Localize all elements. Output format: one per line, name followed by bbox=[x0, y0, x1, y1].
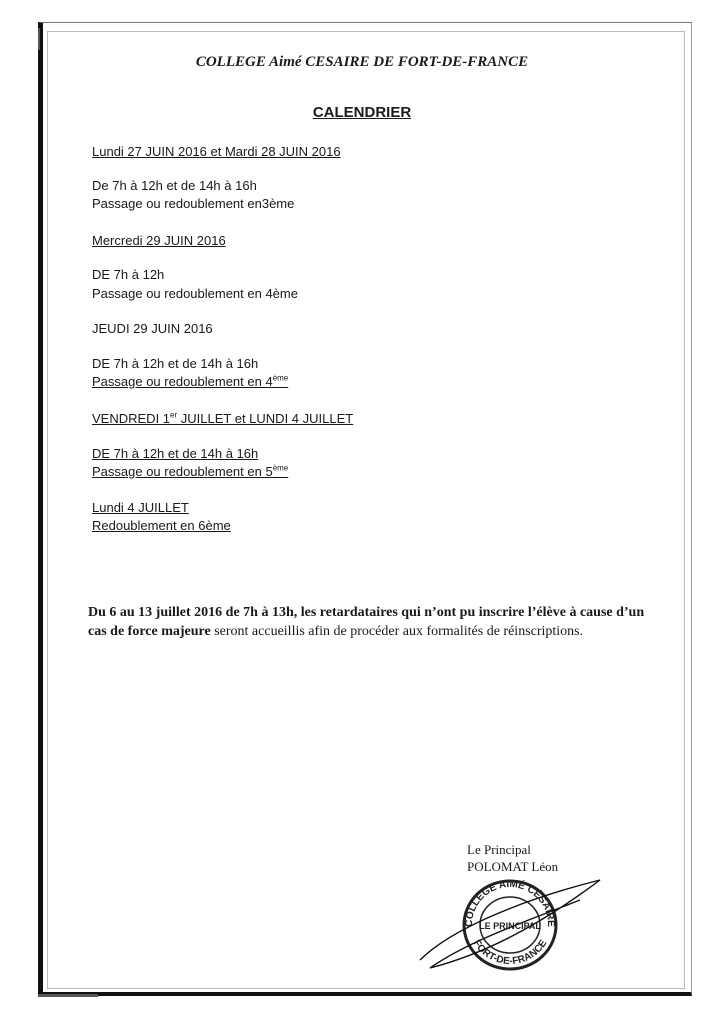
schedule-date-4-sup: er bbox=[170, 410, 178, 420]
scan-mark bbox=[38, 28, 40, 50]
scan-mark bbox=[38, 994, 98, 997]
svg-text:COLLEGE AIMÉ CÉSAIRE bbox=[464, 878, 556, 927]
schedule-date-3: JEUDI 29 JUIN 2016 bbox=[92, 321, 213, 336]
schedule-detail-3-sup: ème bbox=[272, 373, 289, 383]
schedule-detail-2: Passage ou redoublement en 4ème bbox=[92, 286, 298, 301]
schedule-detail-3-text: Passage ou redoublement en 4 bbox=[92, 374, 273, 389]
stamp-top-text: COLLEGE AIMÉ CÉSAIRE bbox=[463, 878, 557, 928]
stamp-bottom-text: FORT-DE-FRANCE bbox=[470, 938, 550, 968]
schedule-detail-4-sup: ème bbox=[272, 463, 289, 473]
notice-bold-text: Du 6 au 13 juillet 2016 de 7h à 13h, les retardataires qui n’ont pu inscrire l’élève à cause d’un cas de force majeure bbox=[88, 605, 645, 639]
schedule-hours-4: DE 7h à 12h et de 14h à 16h bbox=[92, 446, 259, 461]
schedule-detail-3 bbox=[92, 373, 288, 391]
schedule-date-4 bbox=[92, 410, 353, 428]
schedule-date-5: Lundi 4 JUILLET bbox=[92, 500, 189, 515]
schedule-hours-2: DE 7h à 12h bbox=[92, 267, 165, 282]
signature-role: Le Principal bbox=[467, 842, 531, 857]
schedule-date-4-pre: VENDREDI 1 bbox=[92, 411, 171, 426]
schedule-detail-4 bbox=[92, 463, 288, 481]
schedule-hours-1: De 7h à 12h et de 14h à 16h bbox=[92, 178, 257, 193]
stamp-center-text: LE PRINCIPAL bbox=[479, 921, 541, 931]
schedule-detail-1: Passage ou redoublement en3ème bbox=[92, 196, 295, 211]
official-stamp bbox=[410, 860, 610, 980]
late-registration-notice bbox=[88, 603, 658, 641]
signature-name: POLOMAT Léon bbox=[467, 859, 559, 874]
school-header: COLLEGE Aimé CESAIRE DE FORT-DE-FRANCE bbox=[195, 54, 529, 70]
notice-text: seront accueillis afin de procéder aux formalités de réinscriptions. bbox=[210, 624, 584, 639]
schedule-detail-4-text: Passage ou redoublement en 5 bbox=[92, 464, 273, 479]
schedule-date-2: Mercredi 29 JUIN 2016 bbox=[92, 233, 226, 248]
schedule-date-1: Lundi 27 JUIN 2016 et Mardi 28 JUIN 2016 bbox=[92, 144, 341, 159]
page-title: CALENDRIER bbox=[312, 104, 412, 121]
schedule-hours-3: DE 7h à 12h et de 14h à 16h bbox=[92, 356, 259, 371]
schedule-detail-5: Redoublement en 6ème bbox=[92, 518, 231, 533]
schedule-date-4-post: JUILLET et LUNDI 4 JUILLET bbox=[177, 411, 354, 426]
